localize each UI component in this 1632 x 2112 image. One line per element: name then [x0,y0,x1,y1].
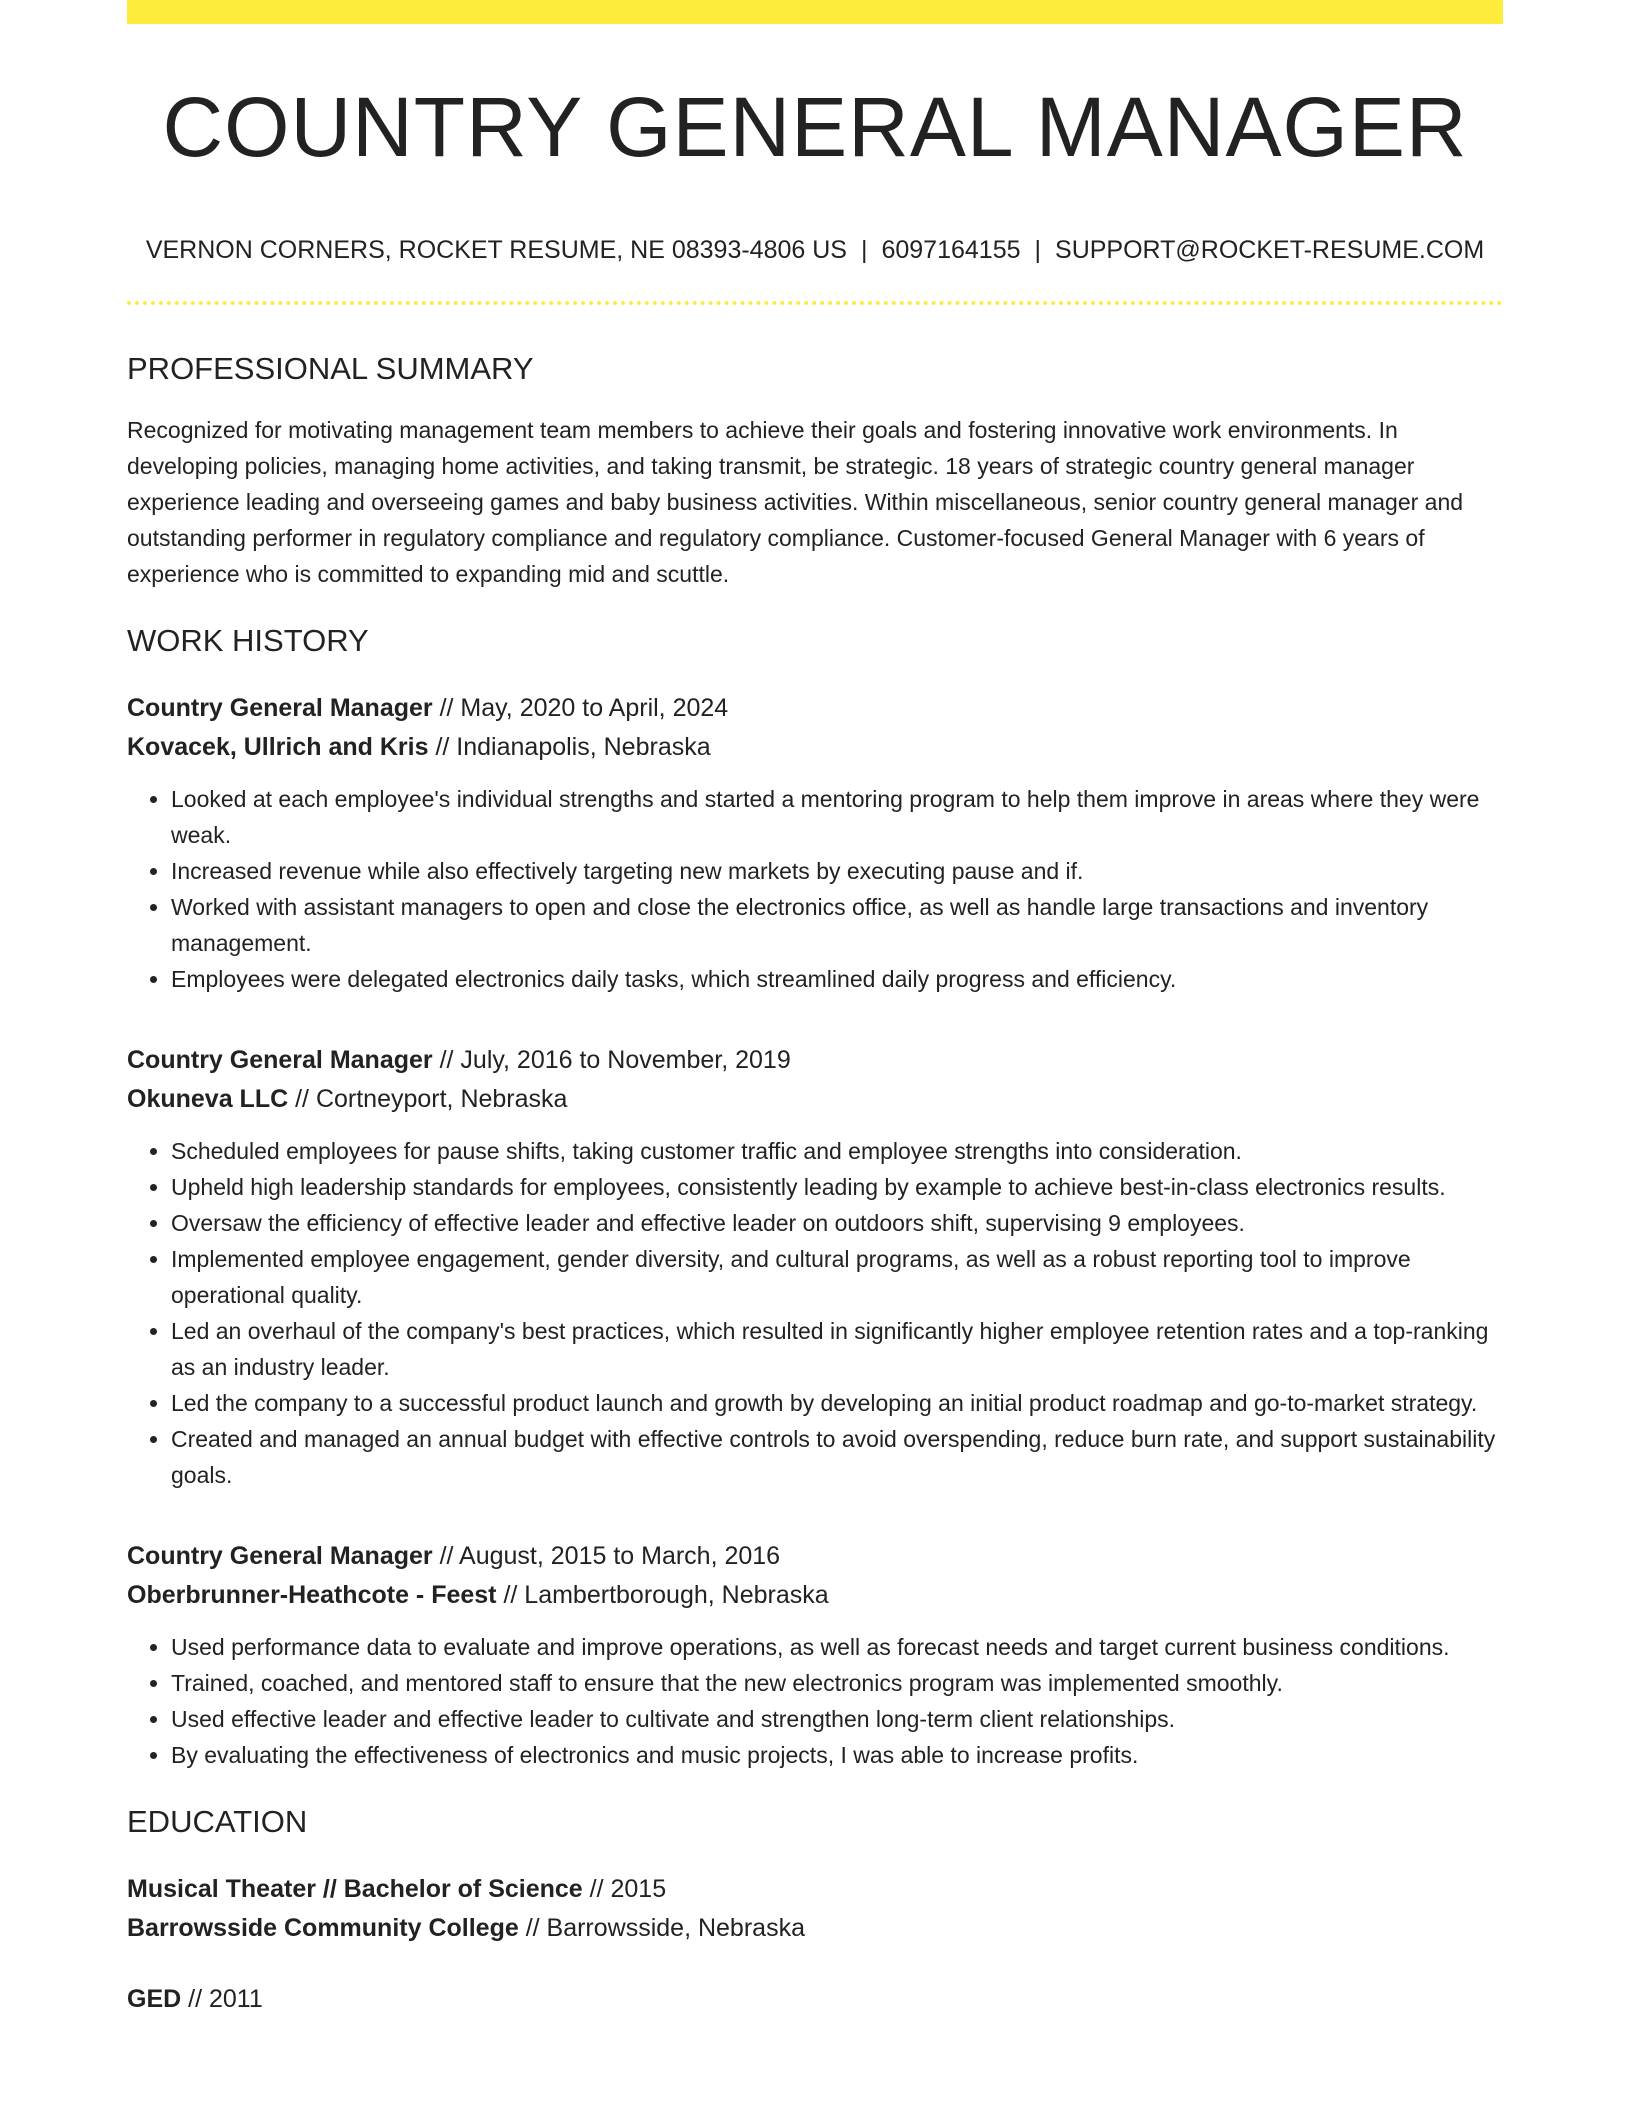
job-company: Oberbrunner-Heathcote - Feest [127,1580,497,1609]
summary-text: Recognized for motivating management team members to achieve their goals and fostering innovative work environments. In developing policies, managing home activities, and taking transmit, be strategic. 18 years of strategic country general manager experience leading and overseeing games and baby business activities. Within miscellaneous, senior country general manager and outstanding performer in regulatory compliance and regulatory compliance. Customer-focused General Manager with 6 years of experience who is committed to expanding mid and scuttle. [127,416,1464,587]
job-entry [127,1537,1503,1773]
education-year: // 2015 [582,1874,667,1903]
education-degree: Musical Theater // Bachelor of Science [127,1874,583,1903]
job-bullet: • Led an overhaul of the company's best practices, which resulted in significantly higher employee retention rates and a top-ranking as an industry leader. [171,1313,1503,1385]
job-bullets [127,1629,1503,1773]
job-location: // Indianapolis, Nebraska [428,732,711,761]
top-accent-bar [127,0,1503,24]
job-bullet: • Led the company to a successful product launch and growth by developing an initial product roadmap and go-to-market strategy. [171,1385,1503,1421]
contact-separator: | [1034,236,1042,265]
contact-email: SUPPORT@ROCKET-RESUME.COM [1055,236,1485,265]
job-dates: // August, 2015 to March, 2016 [432,1541,781,1570]
job-entry [127,689,1503,997]
education-degree: GED [127,1984,182,2013]
education-entry [127,1870,1503,1948]
job-bullet: • Worked with assistant managers to open and close the electronics office, as well as handle large transactions and inventory management. [171,889,1503,961]
job-bullet: • Used performance data to evaluate and improve operations, as well as forecast needs and target current business conditions. [171,1629,1503,1665]
education-location: // Barrowsside, Nebraska [518,1913,805,1942]
contact-line [127,235,1503,265]
work-history-heading: WORK HISTORY [127,622,369,658]
education-degree-line [127,1870,1503,1909]
job-bullet: • Looked at each employee's individual strengths and started a mentoring program to help them improve in areas where they were weak. [171,781,1503,853]
job-bullet: • Implemented employee engagement, gender diversity, and cultural programs, as well as a robust reporting tool to improve operational quality. [171,1241,1503,1313]
job-title-line [127,689,1503,728]
job-bullet: • Created and managed an annual budget with effective controls to avoid overspending, reduce burn rate, and support sustainability goals. [171,1421,1503,1493]
contact-separator: | [860,236,868,265]
education-school: Barrowsside Community College [127,1913,519,1942]
summary-heading: PROFESSIONAL SUMMARY [127,351,534,387]
job-dates: // July, 2016 to November, 2019 [432,1045,791,1074]
education-school-line [127,1909,1503,1948]
education-year: // 2011 [181,1984,263,2013]
job-bullets [127,1133,1503,1493]
contact-address: VERNON CORNERS, ROCKET RESUME, NE 08393-4806 US [145,236,847,265]
job-company: Okuneva LLC [127,1084,289,1113]
contact-phone: 6097164155 [881,236,1021,265]
job-bullet: • Upheld high leadership standards for employees, consistently leading by example to achieve best-in-class electronics results. [171,1169,1503,1205]
education-entry [127,1980,1503,2019]
job-bullet: • Employees were delegated electronics daily tasks, which streamlined daily progress and efficiency. [171,961,1503,997]
resume-title: COUNTRY GENERAL MANAGER [162,80,1468,174]
job-title: Country General Manager [127,1045,433,1074]
job-location: // Cortneyport, Nebraska [288,1084,568,1113]
job-dates: // May, 2020 to April, 2024 [432,693,729,722]
job-company-line [127,1576,1503,1615]
job-location: // Lambertborough, Nebraska [496,1580,829,1609]
job-title-line [127,1041,1503,1080]
job-title: Country General Manager [127,1541,433,1570]
job-title-line [127,1537,1503,1576]
job-bullet: • Increased revenue while also effectively targeting new markets by executing pause and if. [171,853,1503,889]
education-heading: EDUCATION [127,1803,308,1839]
resume-page [127,0,1503,2019]
job-entry [127,1041,1503,1493]
job-bullets [127,781,1503,997]
job-bullet: • Trained, coached, and mentored staff to ensure that the new electronics program was implemented smoothly. [171,1665,1503,1701]
job-bullet: • Used effective leader and effective leader to cultivate and strengthen long-term client relationships. [171,1701,1503,1737]
job-title: Country General Manager [127,693,433,722]
job-company-line [127,728,1503,767]
job-company: Kovacek, Ullrich and Kris [127,732,429,761]
education-degree-line [127,1980,1503,2019]
job-bullet: • By evaluating the effectiveness of electronics and music projects, I was able to increase profits. [171,1737,1503,1773]
job-bullet: • Oversaw the efficiency of effective leader and effective leader on outdoors shift, supervising 9 employees. [171,1205,1503,1241]
job-bullet: • Scheduled employees for pause shifts, taking customer traffic and employee strengths into consideration. [171,1133,1503,1169]
dotted-divider [127,301,1503,305]
job-company-line [127,1080,1503,1119]
